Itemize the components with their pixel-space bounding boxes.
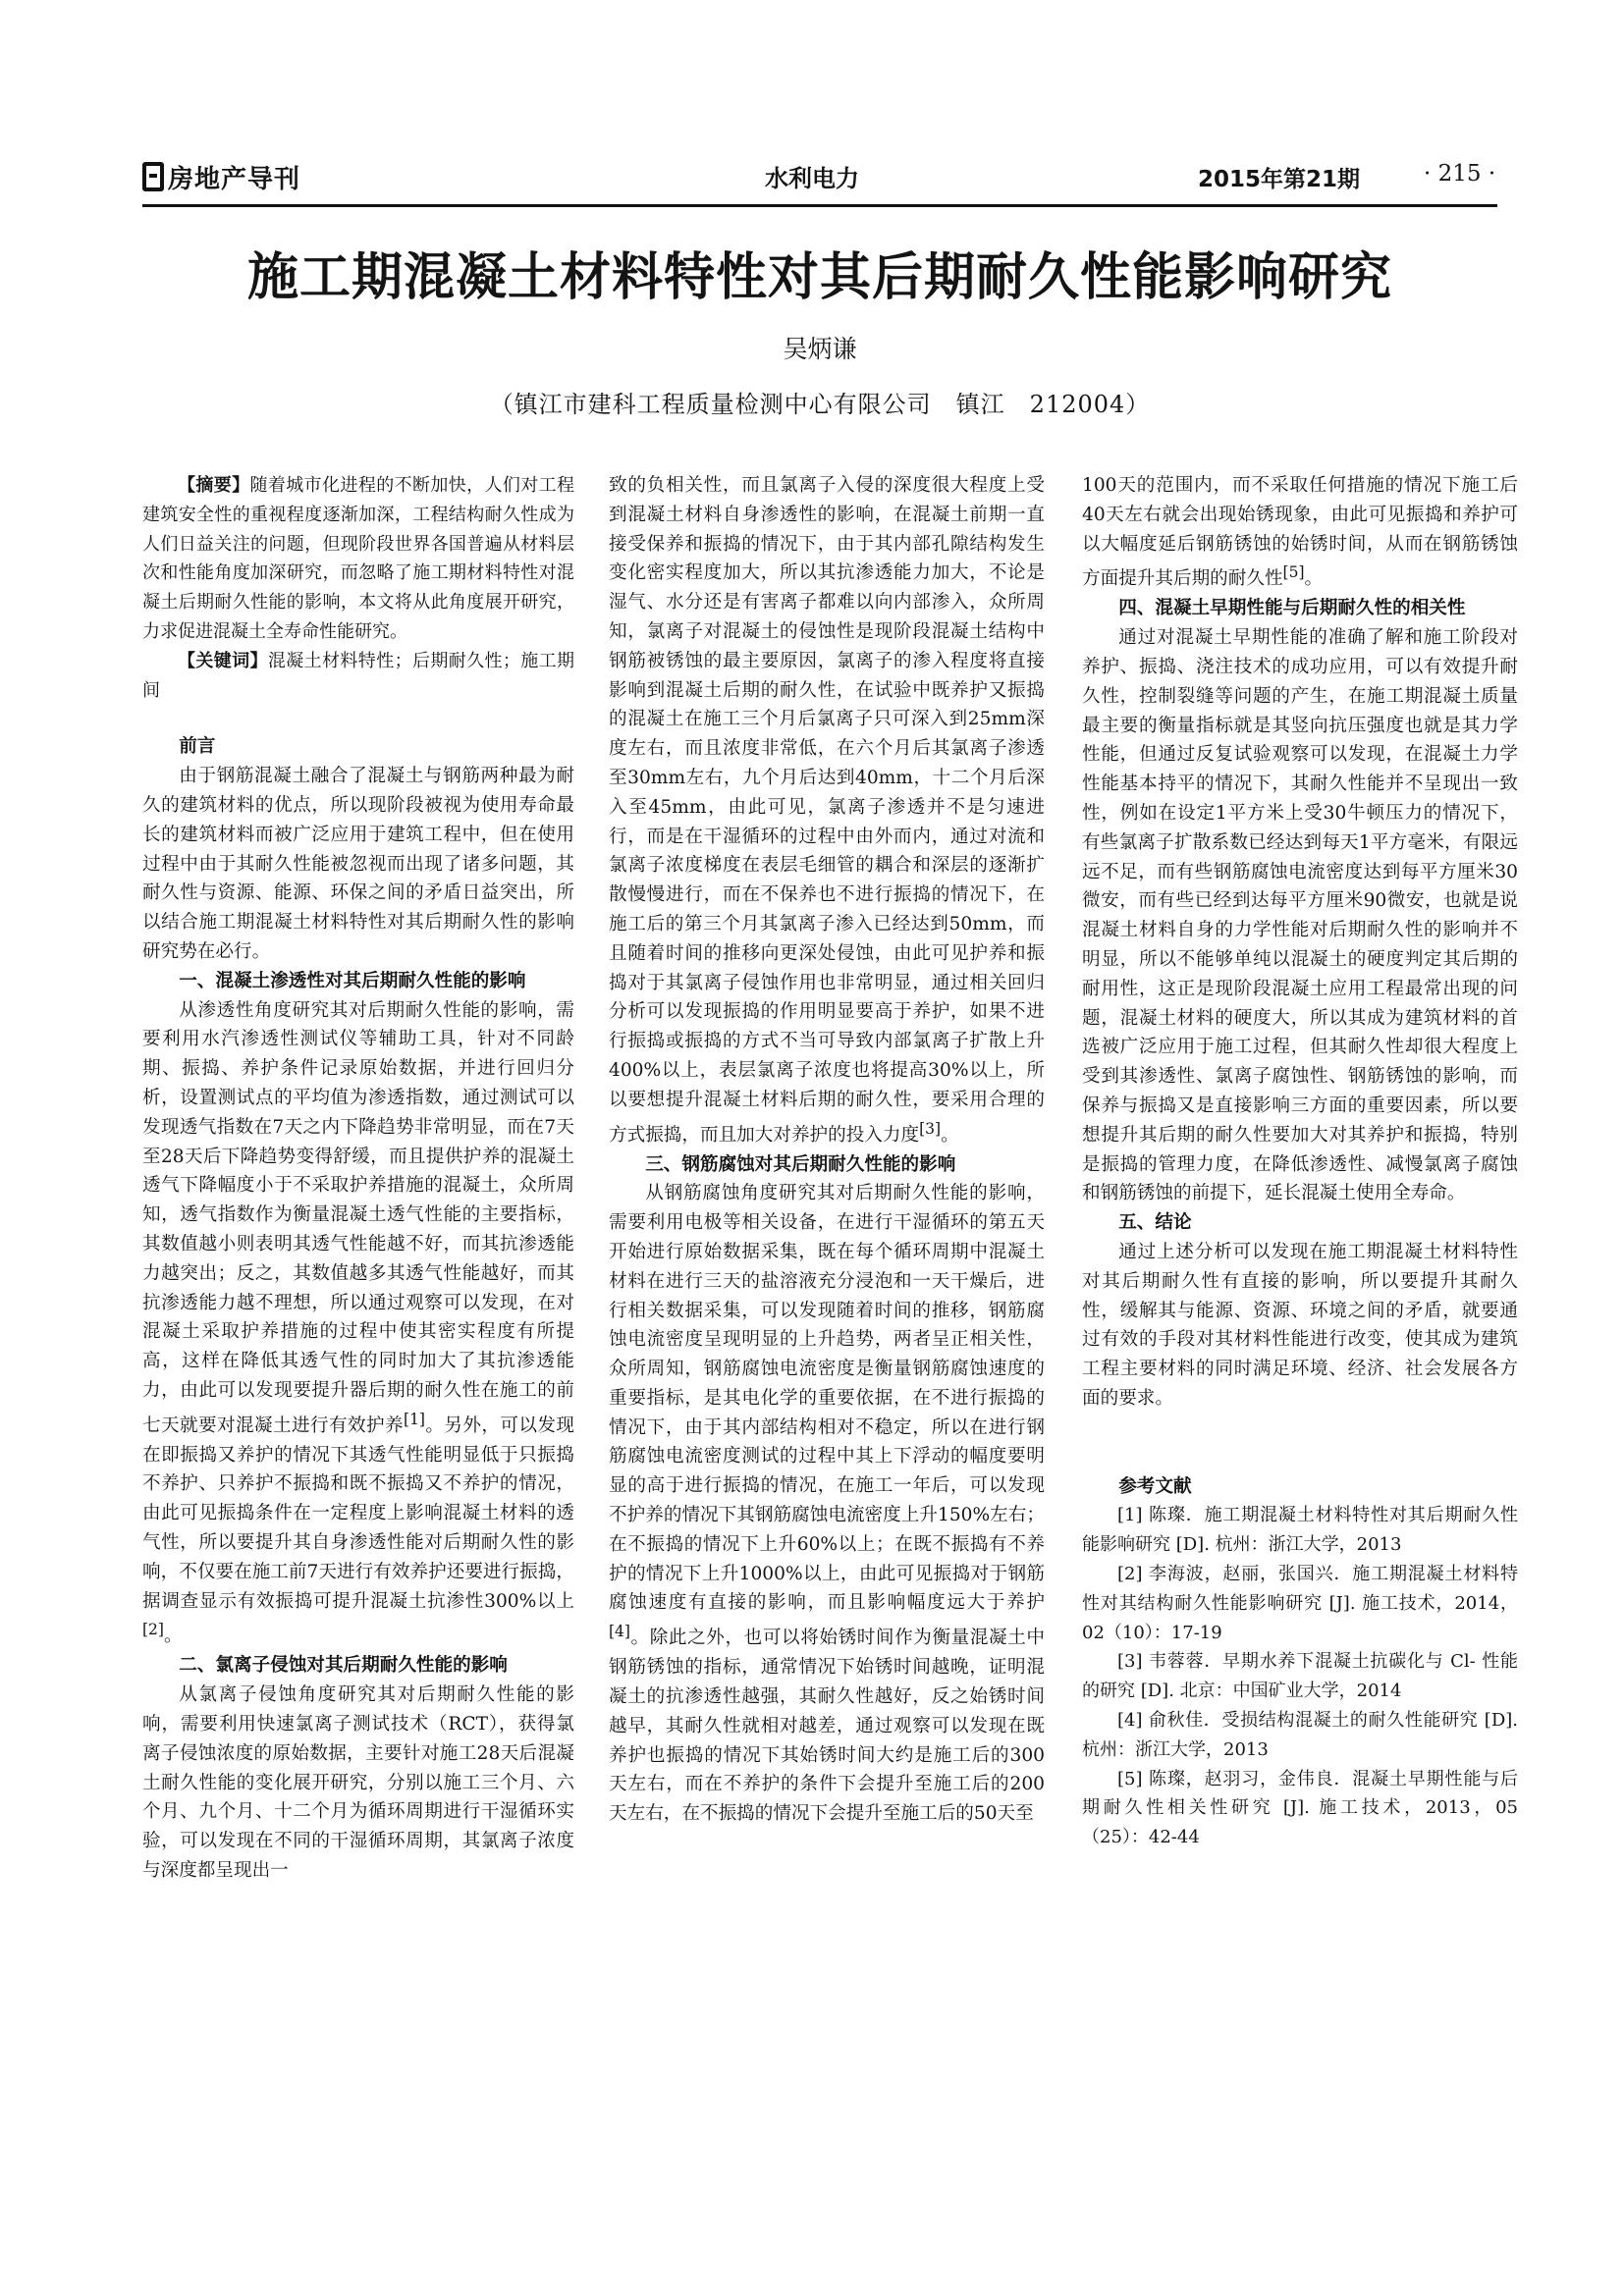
article-affiliation: （镇江市建科工程质量检测中心有限公司 镇江 212004） bbox=[489, 391, 1151, 418]
reference-item: [3] 韦蓉蓉．早期水养下混凝土抗碳化与 Cl- 性能的研究 [D]. 北京：中国矿业大学，2014 bbox=[1082, 1651, 1518, 1702]
keywords bbox=[142, 647, 574, 706]
article-title: 施工期混凝土材料特性对其后期耐久性能影响研究 bbox=[246, 247, 1392, 307]
reference-item: [2] 李海波，赵丽，张国兴．施工期混凝土材料特性对其结构耐久性能影响研究 [J]. 施工技术，2014，02（10）：17-19 bbox=[1082, 1564, 1518, 1643]
section-3-heading: 三、钢筋腐蚀对其后期耐久性能的影响 bbox=[645, 1153, 956, 1175]
section-1-heading: 一、混凝土渗透性对其后期耐久性能的影响 bbox=[179, 970, 526, 991]
abstract-text: 随着城市化进程的不断加快，人们对工程建筑安全性的重视程度逐渐加深，工程结构耐久性成为人们日益关注的问题，但现阶段世界各国普遍从材料层次和性能角度加深研究，而忽略了施工期材料特性对混凝土后期耐久性能的影响，本文将从此角度展开研究，力求促进混凝土全寿命性能研究。 bbox=[142, 475, 575, 642]
references-heading: 参考文献 bbox=[1118, 1475, 1192, 1497]
section-2-continued bbox=[609, 471, 1045, 1150]
column-1 bbox=[142, 471, 574, 1886]
reference-item: [4] 俞秋佳．受损结构混凝土的耐久性能研究 [D]. 杭州：浙江大学，2013 bbox=[1082, 1710, 1518, 1760]
column-3 bbox=[1082, 471, 1518, 1852]
preface-paragraph: 由于钢筋混凝土融合了混凝土与钢筋两种最为耐久的建筑材料的优点，所以现阶段被视为使用寿命最长的建筑材料而被广泛应用于建筑工程中，但在使用过程中由于其耐久性能被忽视而出现了诸多问题，其耐久性与资源、能源、环保之间的矛盾日益突出，所以结合施工期混凝土材料特性对其后期耐久性的影响研究势在必行。 bbox=[142, 766, 574, 962]
keywords-text: 混凝土材料特性；后期耐久性；施工期间 bbox=[142, 650, 574, 701]
section-3-text-3: 100天的范围内，而不采取任何措施的情况下施工后40天左右就会出现始锈现象，由此可见振捣和养护可以大幅度延后钢筋锈蚀的始锈时间，从而在钢筋锈蚀方面提升其后期的耐久性 bbox=[1082, 475, 1518, 590]
spacer bbox=[142, 705, 574, 732]
reference-item: [5] 陈璨，赵羽习，金伟良．混凝土早期性能与后期耐久性相关性研究 [J]. 施工技术，2013，05（25）：42-44 bbox=[1082, 1768, 1518, 1848]
section-1-text-2: 。另外，可以发现在即振捣又养护的情况下其透气性能明显低于只振捣不养护、只养护不振捣和既不振捣又不养护的情况，由此可见振捣条件在一定程度上影响混凝土材料的透气性，所以要提升其自身渗透性能对后期耐久性的影响，不仅要在施工前7天进行有效养护还要进行振捣，据调查显示有效振捣可提升混凝土抗渗性300%以上 bbox=[142, 1415, 574, 1612]
section-3-continued bbox=[1082, 471, 1518, 594]
section-2-text: 致的负相关性，而且氯离子入侵的深度很大程度上受到混凝土材料自身渗透性的影响，在混凝土前期一直接受保养和振捣的情况下，由于其内部孔隙结构发生变化密实程度加大，所以其抗渗透能力加大，不论是湿气、水分还是有害离子都难以向内部渗入，众所周知，氯离子对混凝土的侵蚀性是现阶段混凝土结构中钢筋被锈蚀的最主要原因，氯离子的渗入程度将直接影响到混凝土后期的耐久性，在试验中既养护又振捣的混凝土在施工三个月后氯离子只可深入到25mm深度左右，而且浓度非常低，在六个月后其氯离子渗透至30mm左右，九个月后达到40mm，十二个月后深入至45mm，由此可见，氯离子渗透并不是匀速进行，而是在干湿循环的过程中由外而内，通过对流和氯离子浓度梯度在表层毛细管的耦合和深层的逐渐扩散慢慢进行，而在不保养也不进行振捣的情况下，在施工后的第三个月其氯离子渗入已经达到50mm，而且随着时间的推移向更深处侵蚀，由此可见护养和振捣对于其氯离子侵蚀作用也非常明显，通过相关回归分析可以发现振捣的作用明显要高于养护，如果不进行振捣或振捣的方式不当可导致内部氯离子扩散上升400%以上，表层氯离子浓度也将提高30%以上，所以要想提升混凝土材料后期的耐久性，要采用合理的方式振捣，而且加大对养护的投入力度 bbox=[609, 475, 1045, 1146]
section-3-text-end: 。 bbox=[1304, 568, 1324, 590]
reference-item: [1] 陈璨．施工期混凝土材料特性对其后期耐久性能影响研究 [D]. 杭州：浙江大学，2013 bbox=[1082, 1505, 1518, 1556]
citation-5: [5] bbox=[1282, 563, 1305, 582]
column-2 bbox=[609, 471, 1045, 1829]
preface-heading: 前言 bbox=[179, 736, 216, 758]
section-2-text-end: 。 bbox=[941, 1124, 959, 1146]
section-3-text: 从钢筋腐蚀角度研究其对后期耐久性能的影响，需要利用电极等相关设备，在进行干湿循环的第五天开始进行原始数据采集，既在每个循环周期中混凝土材料在进行三天的盐溶液充分浸泡和一天干燥后，进行相关数据采集，可以发现随着时间的推移，钢筋腐蚀电流密度呈现明显的上升趋势，两者呈正相关性，众所周知，钢筋腐蚀电流密度是衡量钢筋腐蚀速度的重要指标，是其电化学的重要依据，在不进行振捣的情况下，由于其内部结构相对不稳定，所以在进行钢筋腐蚀电流密度测试的过程中其上下浮动的幅度要明显的高于进行振捣的情况，在施工一年后，可以发现不护养的情况下其钢筋腐蚀电流密度上升150%左右；在不振捣的情况下上升60%以上；在既不振捣有不养护的情况下上升1000%以上，由此可见振捣对于钢筋腐蚀速度有直接的影响，而且影响幅度远大于养护 bbox=[609, 1183, 1045, 1614]
page-header bbox=[142, 155, 1497, 202]
section-4-heading: 四、混凝土早期性能与后期耐久性的相关性 bbox=[1118, 598, 1466, 619]
citation-4: [4] bbox=[609, 1623, 630, 1641]
references-list bbox=[1082, 1501, 1518, 1852]
issue-number: 2015年第21期 bbox=[1198, 167, 1361, 192]
section-name: 水利电力 bbox=[765, 165, 859, 192]
journal-name: 房地产导刊 bbox=[168, 164, 301, 194]
section-5-paragraph: 通过上述分析可以发现在施工期混凝土材料特性对其后期耐久性有直接的影响，所以要提升其耐久性，缓解其与能源、资源、环境之间的矛盾，就要通过有效的手段对其材料性能进行改变，使其成为建筑工程主要材料的同时满足环境、经济、社会发展各方面的要求。 bbox=[1082, 1241, 1518, 1409]
section-3-paragraph bbox=[609, 1179, 1045, 1829]
section-4-paragraph: 通过对混凝土早期性能的准确了解和施工阶段对养护、振捣、浇注技术的成功应用，可以有效提升耐久性，控制裂缝等问题的产生，在施工期混凝土质量最主要的衡量指标就是其竖向抗压强度也就是其力学性能，但通过反复试验观察可以发现，在混凝土力学性能基本持平的情况下，其耐久性能并不呈现出一致性，例如在设定1平方米上受30牛顿压力的情况下，有些氯离子扩散系数已经达到每天1平方毫米，有限远远不足，而有些钢筋腐蚀电流密度达到每平方厘米30微安，而有些已经到达每平方厘米90微安，也就是说混凝土材料自身的力学性能对后期耐久性的影响并不明显，所以不能够单纯以混凝土的硬度判定其后期的耐用性，这正是现阶段混凝土应用工程最常出现的问题，混凝土材料的硬度大，所以其成为建筑材料的首选被广泛应用于施工过程，但其耐久性却很大程度上受到其渗透性、氯离子腐蚀性、钢筋锈蚀的影响，而保养与振捣又是直接影响三方面的重要因素，所以要想提升其后期的耐久性要加大对其养护和振捣，特别是振捣的管理力度，在降低渗透性、减慢氯离子腐蚀和钢筋锈蚀的前提下，延长混凝土使用全寿命。 bbox=[1082, 627, 1518, 1204]
section-2-paragraph: 从氯离子侵蚀角度研究其对后期耐久性能的影响，需要利用快速氯离子测试技术（RCT），获得氯离子侵蚀浓度的原始数据，主要针对施工28天后混凝土耐久性能的变化展开研究，分别以施工三个月、六个月、九个月、十二个月为循环周期进行干湿循环实验，可以发现在不同的干湿循环周期，其氯离子浓度与深度都呈现出一 bbox=[142, 1684, 574, 1882]
article-author: 吴炳谦 bbox=[783, 335, 857, 363]
citation-2: [2] bbox=[142, 1621, 164, 1639]
journal-logo-icon bbox=[142, 162, 164, 191]
section-1-text-end: 。 bbox=[163, 1626, 183, 1647]
section-1-paragraph bbox=[142, 996, 574, 1652]
citation-1: [1] bbox=[404, 1410, 425, 1428]
spacer bbox=[1082, 1414, 1518, 1472]
journal-logo bbox=[142, 155, 300, 198]
abstract-label: 【摘要】 bbox=[178, 475, 250, 496]
keywords-label: 【关键词】 bbox=[178, 650, 268, 671]
section-3-text-2: 。除此之外，也可以将始锈时间作为衡量混凝土中钢筋锈蚀的指标，通常情况下始锈时间越晚，证明混凝土的抗渗透性越强，其耐久性越好，反之始锈时间越早，其耐久性就相对越差，通过观察可以发现在既养护也振捣的情况下其始锈时间大约是施工后的300天左右，而在不养护的条件下会提升至施工后的200天左右，在不振捣的情况下会提升至施工后的50天至 bbox=[609, 1628, 1045, 1825]
section-5-heading: 五、结论 bbox=[1118, 1212, 1192, 1234]
abstract bbox=[142, 471, 574, 647]
citation-3: [3] bbox=[919, 1119, 942, 1138]
section-2-heading: 二、氯离子侵蚀对其后期耐久性能的影响 bbox=[179, 1655, 508, 1677]
section-1-text: 从渗透性角度研究其对后期耐久性能的影响，需要利用水汽渗透性测试仪等辅助工具，针对不同龄期、振捣、养护条件记录原始数据，并进行回归分析，设置测试点的平均值为渗透指数，通过测试可以发现透气指数在7天之内下降趋势非常明显，而在7天至28天后下降趋势变得舒缓，而且提供护养的混凝土透气下降幅度小于不采取护养措施的混凝土，众所周知，透气指数作为衡量混凝土透气性能的主要指标，其数值越小则表明其透气性能越不好，而其抗渗透能力越突出；反之，其数值越多其透气性能越好，而其抗渗透能力越不理想，所以通过观察可以发现，在对混凝土采取护养措施的过程中使其密实程度有所提高，这样在降低其透气性的同时加大了其抗渗透能力，由此可以发现要提升器后期的耐久性在施工的前七天就要对混凝土进行有效护养 bbox=[142, 999, 574, 1436]
page-number: · 215 · bbox=[1424, 161, 1496, 187]
header-rule bbox=[142, 204, 1497, 207]
